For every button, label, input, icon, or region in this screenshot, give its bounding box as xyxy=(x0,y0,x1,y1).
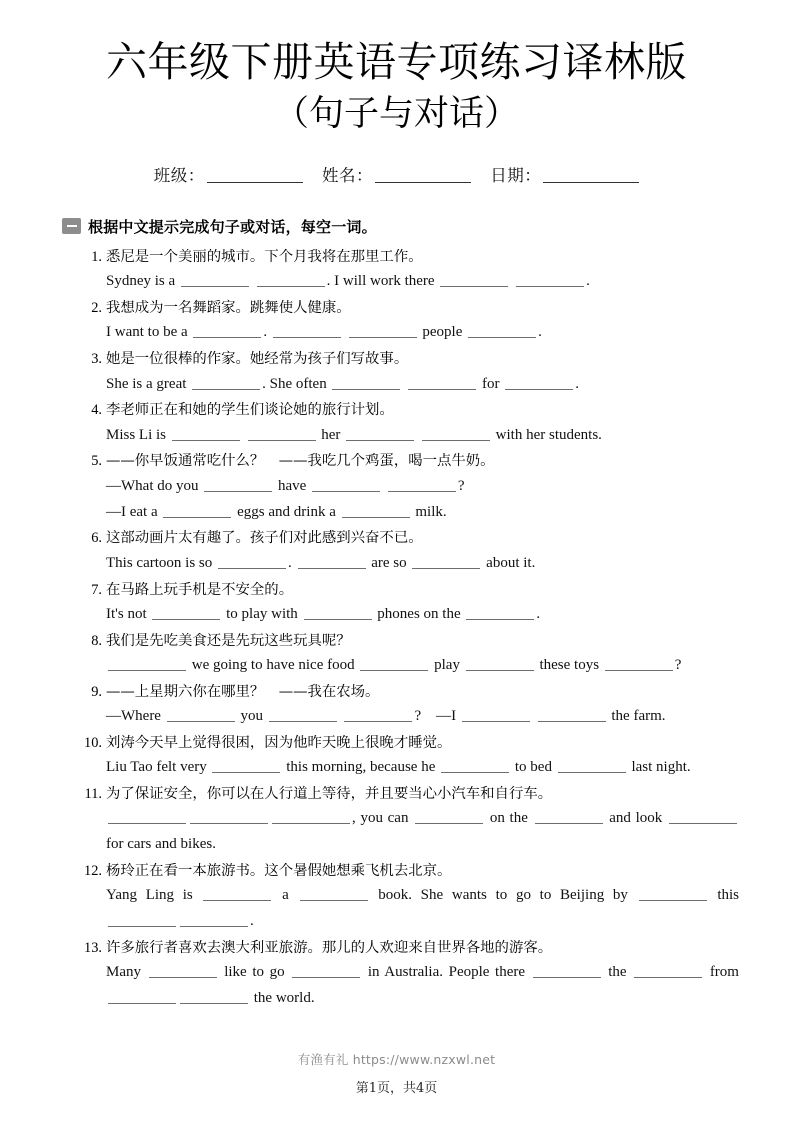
en-text: —What do you xyxy=(106,477,203,494)
answer-blank[interactable] xyxy=(192,375,260,390)
question-chinese-text: ——上星期六你在哪里？ ——我在农场。 xyxy=(106,683,380,700)
page-number: 第1页，共4页 xyxy=(355,1081,438,1096)
en-text: phones on the xyxy=(373,605,465,622)
en-text xyxy=(416,427,420,443)
question-english-row xyxy=(78,704,739,730)
question-chinese-text: 这部动画片太有趣了。孩子们对此感到兴奋不已。 xyxy=(106,530,423,547)
answer-blank[interactable] xyxy=(108,810,186,825)
question-chinese-text: 刘涛今天早上觉得很困，因为他昨天晚上很晚才睡觉。 xyxy=(106,734,452,751)
answer-blank[interactable] xyxy=(412,554,480,569)
answer-blank[interactable] xyxy=(172,426,240,441)
answer-blank[interactable] xyxy=(257,273,325,288)
en-text: eggs and drink a xyxy=(233,503,340,520)
answer-blank[interactable] xyxy=(639,886,707,901)
en-text: . xyxy=(575,375,579,392)
question-chinese-text: 她是一位很棒的作家。她经常为孩子们写故事。 xyxy=(106,351,409,368)
question-chinese-row xyxy=(78,348,739,371)
question-chinese-row xyxy=(78,527,739,550)
answer-blank[interactable] xyxy=(167,707,235,722)
answer-blank[interactable] xyxy=(538,707,606,722)
answer-blank[interactable] xyxy=(558,758,626,773)
answer-blank[interactable] xyxy=(669,810,737,825)
question-item xyxy=(78,297,739,346)
en-text: this xyxy=(708,887,739,904)
answer-blank[interactable] xyxy=(149,963,217,978)
question-item xyxy=(78,348,739,397)
answer-blank[interactable] xyxy=(269,707,337,722)
question-chinese-row xyxy=(78,732,739,755)
en-text: last night. xyxy=(627,759,691,776)
en-text: Sydney is a xyxy=(106,273,179,290)
name-label: 姓名： xyxy=(322,165,373,185)
en-text: about it. xyxy=(482,554,536,571)
en-text: this morning, because he xyxy=(282,759,440,776)
student-info-line xyxy=(0,162,793,186)
question-english-row xyxy=(78,372,739,398)
answer-blank[interactable] xyxy=(533,963,601,978)
class-label: 班级： xyxy=(153,165,205,185)
answer-blank[interactable] xyxy=(108,912,176,927)
en-text: This cartoon is so xyxy=(106,554,216,571)
en-text: ? xyxy=(674,656,682,673)
answer-blank[interactable] xyxy=(181,273,249,288)
question-chinese-row xyxy=(78,630,739,653)
answer-blank[interactable] xyxy=(440,273,508,288)
answer-blank[interactable] xyxy=(190,810,268,825)
question-number: 13. xyxy=(84,939,102,956)
en-text: ? —I xyxy=(414,708,460,725)
en-text: in Australia. People there xyxy=(362,964,531,981)
en-text: with her students. xyxy=(491,426,602,443)
question-item xyxy=(78,937,739,1012)
en-text: . She often xyxy=(262,375,331,392)
question-english-row xyxy=(78,883,739,935)
question-chinese-text: 杨玲正在看一本旅游书。这个暑假她想乘飞机去北京。 xyxy=(106,862,452,879)
en-text: Many xyxy=(106,964,147,981)
en-text: . xyxy=(263,324,271,341)
question-chinese-row xyxy=(78,937,739,960)
question-chinese-row xyxy=(78,783,739,806)
answer-blank[interactable] xyxy=(505,375,573,390)
answer-blank[interactable] xyxy=(441,758,509,773)
question-number: 10. xyxy=(84,734,102,751)
answer-blank[interactable] xyxy=(468,324,536,339)
en-text xyxy=(532,708,536,724)
en-text: to play with xyxy=(222,605,302,622)
question-english-row xyxy=(78,755,739,781)
en-text: are so xyxy=(367,554,411,571)
name-blank[interactable] xyxy=(375,166,471,183)
en-text xyxy=(251,273,255,289)
answer-blank[interactable] xyxy=(273,324,341,339)
en-text: from xyxy=(704,964,739,981)
en-text xyxy=(343,324,347,340)
question-number: 3. xyxy=(91,351,102,368)
question-item xyxy=(78,860,739,935)
answer-blank[interactable] xyxy=(422,426,490,441)
answer-blank[interactable] xyxy=(272,810,350,825)
en-text: on the xyxy=(485,810,533,827)
en-text: people xyxy=(418,324,467,341)
answer-blank[interactable] xyxy=(535,810,603,825)
name-field xyxy=(322,162,471,186)
en-text: we going to have nice food xyxy=(188,656,359,673)
en-text xyxy=(339,708,343,724)
question-number: 9. xyxy=(91,683,102,700)
watermark-text: 有渔有礼 https://www.nzxwl.net xyxy=(297,1052,496,1067)
en-text xyxy=(402,376,406,392)
question-chinese-row xyxy=(78,450,739,473)
section-heading-text: 根据中文提示完成句子或对话，每空一词。 xyxy=(88,217,377,236)
class-field xyxy=(154,162,303,186)
answer-blank[interactable] xyxy=(466,656,534,671)
answer-blank[interactable] xyxy=(388,477,456,492)
en-text: for xyxy=(478,375,504,392)
en-text: Yang Ling is xyxy=(106,887,202,904)
question-chinese-text: 许多旅行者喜欢去澳大利亚旅游。那儿的人欢迎来自世界各地的游客。 xyxy=(106,939,553,956)
answer-blank[interactable] xyxy=(193,324,261,339)
question-chinese-text: 为了保证安全，你可以在人行道上等待，并且要当心小汽车和自行车。 xyxy=(106,786,553,803)
question-item xyxy=(78,630,739,679)
question-number: 11. xyxy=(84,786,102,803)
question-number: 2. xyxy=(91,300,102,317)
en-text xyxy=(382,478,386,494)
en-text: like to go xyxy=(218,964,291,981)
en-text: She is a great xyxy=(106,375,191,392)
answer-blank[interactable] xyxy=(298,554,366,569)
answer-blank[interactable] xyxy=(152,605,220,620)
answer-blank[interactable] xyxy=(462,707,530,722)
page-title: 六年级下册英语专项练习译林版 xyxy=(106,38,687,86)
en-text: . xyxy=(288,554,296,571)
section-one xyxy=(0,216,793,1012)
question-item xyxy=(78,579,739,628)
en-text: the world. xyxy=(250,989,315,1006)
answer-blank[interactable] xyxy=(408,375,476,390)
answer-blank[interactable] xyxy=(344,707,412,722)
en-text: —I eat a xyxy=(106,503,162,520)
question-number: 6. xyxy=(91,530,102,547)
answer-blank[interactable] xyxy=(204,477,272,492)
answer-blank[interactable] xyxy=(203,886,271,901)
en-text: ? xyxy=(457,477,465,494)
answer-blank[interactable] xyxy=(360,656,428,671)
en-text: Liu Tao felt very xyxy=(106,759,211,776)
en-text: book. She wants to go to Beijing by xyxy=(369,887,637,904)
question-english-row xyxy=(78,653,739,679)
question-item xyxy=(78,527,739,576)
question-item xyxy=(78,681,739,730)
answer-blank[interactable] xyxy=(108,656,186,671)
question-item xyxy=(78,450,739,525)
answer-blank[interactable] xyxy=(248,426,316,441)
answer-blank[interactable] xyxy=(466,605,534,620)
section-number-badge-icon xyxy=(62,218,81,234)
answer-blank[interactable] xyxy=(180,989,248,1004)
question-chinese-row xyxy=(78,681,739,704)
question-english-row xyxy=(78,602,739,628)
question-english-row xyxy=(78,423,739,449)
page-subtitle: （句子与对话） xyxy=(273,94,519,135)
title-block xyxy=(0,0,793,138)
answer-blank[interactable] xyxy=(415,810,483,825)
en-text: play xyxy=(430,656,464,673)
question-number: 12. xyxy=(84,862,102,879)
en-text: a xyxy=(273,887,298,904)
en-text: . xyxy=(250,913,254,930)
en-text xyxy=(510,273,514,289)
answer-blank[interactable] xyxy=(634,963,702,978)
class-blank[interactable] xyxy=(207,166,303,183)
question-item xyxy=(78,732,739,781)
question-english-row xyxy=(78,806,739,858)
section-heading-row xyxy=(62,216,745,237)
question-chinese-row xyxy=(78,579,739,602)
question-number: 1. xyxy=(91,248,102,265)
question-chinese-text: 我们是先吃美食还是先玩这些玩具呢？ xyxy=(106,632,351,649)
question-english-row xyxy=(78,320,739,346)
answer-blank[interactable] xyxy=(349,324,417,339)
date-blank[interactable] xyxy=(543,166,639,183)
answer-blank[interactable] xyxy=(516,273,584,288)
en-text: these toys xyxy=(535,656,603,673)
en-text: . xyxy=(538,324,542,341)
question-number: 5. xyxy=(91,453,102,470)
question-chinese-row xyxy=(78,246,739,269)
question-chinese-text: 我想成为一名舞蹈家。跳舞使人健康。 xyxy=(106,300,351,317)
question-item xyxy=(78,246,739,295)
en-text: to bed xyxy=(511,759,556,776)
en-text: . xyxy=(536,605,541,622)
question-list xyxy=(62,246,745,1012)
en-text: —Where xyxy=(106,708,165,725)
question-chinese-row xyxy=(78,297,739,320)
en-text: It's not xyxy=(106,605,151,622)
en-text: , you can xyxy=(352,810,414,827)
answer-blank[interactable] xyxy=(180,912,248,927)
page-footer xyxy=(0,1050,793,1096)
question-english-row xyxy=(78,551,739,577)
answer-blank[interactable] xyxy=(108,989,176,1004)
answer-blank[interactable] xyxy=(163,503,231,518)
question-chinese-text: 悉尼是一个美丽的城市。下个月我将在那里工作。 xyxy=(106,248,423,265)
question-number: 7. xyxy=(91,581,102,598)
answer-blank[interactable] xyxy=(342,503,410,518)
answer-blank[interactable] xyxy=(605,656,673,671)
answer-blank[interactable] xyxy=(346,426,414,441)
question-number: 8. xyxy=(91,632,102,649)
answer-blank[interactable] xyxy=(312,477,380,492)
date-field xyxy=(490,162,639,186)
question-english-row-2 xyxy=(78,500,739,526)
question-english-row xyxy=(78,474,739,500)
en-text: . xyxy=(586,273,590,290)
en-text xyxy=(242,427,246,443)
en-text: Miss Li is xyxy=(106,426,170,443)
question-chinese-row xyxy=(78,399,739,422)
en-text: for cars and bikes. xyxy=(106,836,216,853)
date-label: 日期： xyxy=(490,165,542,185)
question-chinese-text: ——你早饭通常吃什么？ ——我吃几个鸡蛋，喝一点牛奶。 xyxy=(106,453,495,470)
answer-blank[interactable] xyxy=(304,605,372,620)
answer-blank[interactable] xyxy=(212,758,280,773)
answer-blank[interactable] xyxy=(218,554,286,569)
question-item xyxy=(78,399,739,448)
answer-blank[interactable] xyxy=(332,375,400,390)
question-item xyxy=(78,783,739,858)
en-text: I want to be a xyxy=(106,324,192,341)
en-text: and look xyxy=(604,810,667,827)
en-text: have xyxy=(274,477,311,494)
en-text: her xyxy=(317,426,345,443)
en-text: . I will work there xyxy=(326,273,439,290)
en-text: the xyxy=(602,964,633,981)
question-number: 4. xyxy=(91,402,102,419)
question-english-row xyxy=(78,960,739,1012)
question-chinese-row xyxy=(78,860,739,883)
answer-blank[interactable] xyxy=(292,963,360,978)
question-english-row xyxy=(78,269,739,295)
answer-blank[interactable] xyxy=(300,886,368,901)
question-chinese-text: 李老师正在和她的学生们谈论她的旅行计划。 xyxy=(106,402,394,419)
en-text: milk. xyxy=(411,503,447,520)
en-text: you xyxy=(236,708,267,725)
en-text: the farm. xyxy=(607,708,666,725)
question-chinese-text: 在马路上玩手机是不安全的。 xyxy=(106,581,294,598)
